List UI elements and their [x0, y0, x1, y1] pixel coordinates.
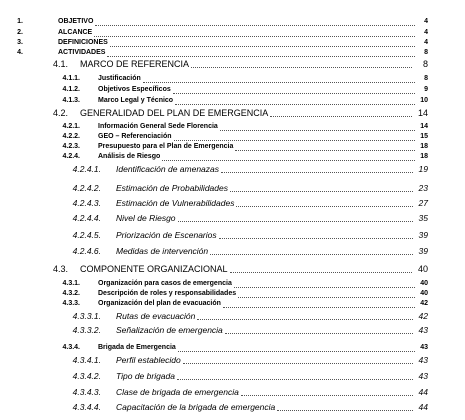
toc-leader-dots [175, 104, 415, 105]
toc-entry-title: Objetivos Específicos [98, 86, 171, 93]
toc-entry-page-number: 43 [420, 344, 428, 351]
toc-entry[interactable] [0, 310, 465, 322]
toc-leader-dots [177, 379, 413, 380]
toc-leader-dots [230, 272, 412, 273]
toc-entry-title: Clase de brigada de emergencia [116, 387, 239, 397]
toc-entry-page-number: 43 [418, 371, 428, 381]
toc-entry-page-number: 44 [418, 402, 428, 412]
toc-entry-page-number: 14 [420, 123, 428, 130]
toc-entry-title: Tipo de brigada [116, 371, 175, 381]
toc-entry-page-number: 8 [422, 59, 428, 69]
toc-entry-title: Estimación de Probabilidades [116, 183, 228, 193]
toc-entry-title: ALCANCE [58, 29, 93, 36]
toc-entry-title: DEFINICIONES [58, 39, 108, 46]
toc-leader-dots [173, 93, 415, 94]
toc-entry-number: 4.3.2. [62, 290, 80, 297]
toc-entry-number: 4.1.2. [62, 86, 80, 93]
toc-leader-dots [162, 160, 415, 161]
toc-entry[interactable] [0, 107, 465, 119]
toc-entry-number: 4.2.4.4. [72, 213, 101, 223]
toc-entry-number: 4. [17, 49, 23, 56]
toc-leader-dots [178, 351, 415, 352]
toc-entry-number: 4.2.1. [62, 123, 80, 130]
toc-entry-number: 4.1.1. [62, 75, 80, 82]
toc-entry-number: 4.2.4.6. [72, 246, 101, 256]
toc-entry-number: 1. [17, 18, 23, 25]
toc-leader-dots [223, 307, 415, 308]
toc-entry-title: Medidas de intervención [116, 246, 209, 256]
toc-entry[interactable] [0, 212, 465, 224]
toc-entry-page-number: 10 [420, 97, 428, 104]
toc-entry[interactable] [0, 298, 465, 310]
toc-entry-page-number: 18 [420, 153, 428, 160]
toc-entry-page-number: 4 [424, 29, 428, 36]
toc-entry-title: Nivel de Riesgo [116, 213, 176, 223]
toc-leader-dots [95, 25, 415, 26]
toc-entry-title: Justificación [98, 75, 141, 82]
toc-entry[interactable] [0, 151, 465, 163]
toc-entry-title: Presupuesto para el Plan de Emergencia [98, 143, 234, 150]
toc-entry-page-number: 40 [420, 290, 428, 297]
toc-entry-title: Señalización de emergencia [116, 325, 223, 335]
toc-leader-dots [107, 56, 415, 57]
toc-entry-title: Priorización de Escenarios [116, 230, 217, 240]
toc-entry-title: Organización para casos de emergencia [98, 280, 232, 287]
toc-entry-page-number: 42 [420, 300, 428, 307]
toc-entry-title: GENERALIDAD DEL PLAN DE EMERGENCIA [80, 108, 269, 118]
toc-entry-number: 3. [17, 39, 23, 46]
toc-leader-dots [219, 238, 413, 239]
toc-entry[interactable] [0, 163, 465, 175]
toc-leader-dots [221, 172, 413, 173]
toc-entry-number: 4.2.4.3. [72, 198, 101, 208]
toc-entry-page-number: 19 [418, 164, 428, 174]
toc-entry-page-number: 15 [420, 133, 428, 140]
toc-leader-dots [270, 116, 412, 117]
toc-entry-title: ACTIVIDADES [58, 49, 106, 56]
toc-entry-page-number: 44 [418, 387, 428, 397]
toc-entry-number: 4.3.4.4. [72, 402, 101, 412]
toc-entry[interactable] [0, 245, 465, 257]
toc-entry-number: 4.3. [52, 264, 68, 274]
toc-entry-page-number: 42 [418, 311, 428, 321]
toc-entry-number: 4.2. [52, 108, 68, 118]
toc-entry-number: 4.1.3. [62, 97, 80, 104]
toc-entry-title: Identificación de amenazas [116, 164, 220, 174]
toc-entry-number: 2. [17, 29, 23, 36]
toc-entry-page-number: 8 [424, 75, 428, 82]
toc-entry-number: 4.1. [52, 59, 68, 69]
toc-entry-number: 4.3.3.2. [72, 325, 101, 335]
toc-entry[interactable] [0, 386, 465, 398]
toc-entry[interactable] [0, 401, 465, 413]
toc-entry-title: Estimación de Vulnerabilidades [116, 198, 235, 208]
toc-entry[interactable] [0, 229, 465, 241]
toc-entry-page-number: 4 [424, 39, 428, 46]
toc-leader-dots [178, 221, 413, 222]
toc-entry-number: 4.2.4.2. [72, 183, 101, 193]
toc-entry-title: MARCO DE REFERENCIA [80, 59, 190, 69]
toc-entry[interactable] [0, 197, 465, 209]
toc-entry-page-number: 14 [417, 108, 428, 118]
toc-entry[interactable] [0, 324, 465, 336]
toc-leader-dots [197, 319, 413, 320]
toc-entry-number: 4.3.4.3. [72, 387, 101, 397]
toc-entry-page-number: 27 [418, 198, 428, 208]
toc-entry[interactable] [0, 182, 465, 194]
toc-entry-page-number: 40 [420, 280, 428, 287]
toc-entry-page-number: 8 [424, 49, 428, 56]
toc-entry-title: Brigada de Emergencia [98, 344, 176, 351]
toc-entry-title: Organización del plan de evacuación [98, 300, 221, 307]
toc-leader-dots [143, 82, 415, 83]
toc-entry-page-number: 40 [417, 264, 428, 274]
toc-entry[interactable] [0, 263, 465, 275]
toc-entry-page-number: 35 [418, 213, 428, 223]
toc-entry-number: 4.2.4. [62, 153, 80, 160]
toc-entry-title: OBJETIVO [58, 18, 94, 25]
toc-entry[interactable] [0, 342, 465, 354]
toc-entry-page-number: 43 [418, 325, 428, 335]
toc-entry-page-number: 9 [424, 86, 428, 93]
toc-entry-number: 4.3.3. [62, 300, 80, 307]
toc-entry[interactable] [0, 95, 465, 107]
toc-entry-number: 4.3.4. [62, 344, 80, 351]
toc-entry-title: Rutas de evacuación [116, 311, 196, 321]
toc-leader-dots [183, 363, 413, 364]
toc-entry-title: Descripción de roles y responsabilidades [98, 290, 237, 297]
toc-entry-page-number: 4 [424, 18, 428, 25]
toc-entry[interactable] [0, 354, 465, 366]
toc-entry-title: Análisis de Riesgo [98, 153, 161, 160]
toc-entry-number: 4.3.4.2. [72, 371, 101, 381]
toc-entry-number: 4.2.3. [62, 143, 80, 150]
toc-entry-page-number: 23 [418, 183, 428, 193]
toc-entry-number: 4.2.2. [62, 133, 80, 140]
toc-entry-number: 4.2.4.5. [72, 230, 101, 240]
toc-entry-page-number: 39 [418, 230, 428, 240]
toc-leader-dots [230, 191, 413, 192]
toc-leader-dots [225, 333, 413, 334]
toc-entry-title: GEO – Referenciación [98, 133, 172, 140]
toc-entry[interactable] [0, 58, 465, 70]
toc-entry-page-number: 18 [420, 143, 428, 150]
toc-entry[interactable] [0, 370, 465, 382]
toc-entry-number: 4.3.3.1. [72, 311, 101, 321]
toc-entry-title: Marco Legal y Técnico [98, 97, 174, 104]
toc-entry-number: 4.3.1. [62, 280, 80, 287]
toc-entry-title: Perfil establecido [116, 355, 181, 365]
toc-leader-dots [277, 410, 413, 411]
toc-entry-number: 4.3.4.1. [72, 355, 101, 365]
toc-entry-title: COMPONENTE ORGANIZACIONAL [80, 264, 228, 274]
toc-entry-page-number: 43 [418, 355, 428, 365]
toc-leader-dots [191, 67, 412, 68]
toc-leader-dots [210, 254, 413, 255]
toc-entry-title: Información General Sede Florencia [98, 123, 218, 130]
toc-entry-page-number: 39 [418, 246, 428, 256]
toc-entry-title: Capacitación de la brigada de emergencia [116, 402, 276, 412]
toc-leader-dots [236, 206, 413, 207]
toc-entry-number: 4.2.4.1. [72, 164, 101, 174]
toc-leader-dots [241, 395, 413, 396]
